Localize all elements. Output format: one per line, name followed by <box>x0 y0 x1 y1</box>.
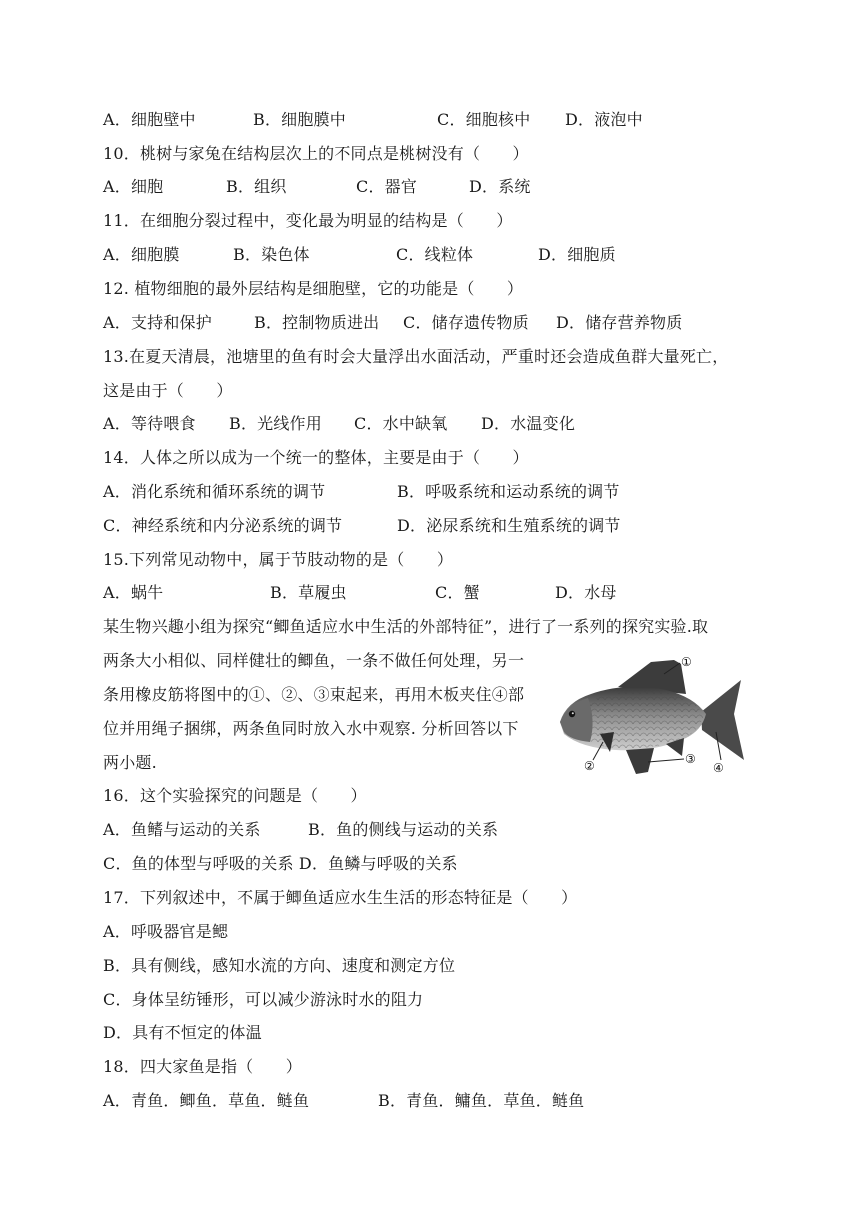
option-q9-1: B．细胞膜中 <box>253 110 346 129</box>
label-2: ② <box>584 759 595 773</box>
fish-eye <box>569 711 575 717</box>
option-q10o-3: D．系统 <box>469 177 531 196</box>
option-q13o-2: C．水中缺氧 <box>354 414 448 433</box>
option-q9-3: D．液泡中 <box>565 110 643 129</box>
option-q12o-2: C．储存遗传物质 <box>403 313 529 332</box>
text-q17d: D．具有不恒定的体温 <box>103 1023 262 1042</box>
line-q18 <box>103 1052 302 1082</box>
line-q10 <box>103 139 529 169</box>
option-q16o1-0: A．鱼鳍与运动的关系 <box>103 820 261 839</box>
text-q17c: C．身体呈纺锤形，可以减少游泳时水的阻力 <box>103 990 424 1009</box>
text-p2: 两条大小相似、同样健壮的鲫鱼，一条不做任何处理，另一 <box>103 651 525 670</box>
option-q15o-0: A．蜗牛 <box>103 583 164 602</box>
option-q18o-1: B．青鱼．鳙鱼．草鱼．鲢鱼 <box>378 1091 585 1110</box>
option-q15o-2: C．蟹 <box>435 583 480 602</box>
option-q12o-1: B．控制物质进出 <box>254 313 380 332</box>
fish-head <box>560 698 593 742</box>
text-p1: 某生物兴趣小组为探究“鲫鱼适应水中生活的外部特征”，进行了一系列的探究实验.取 <box>103 617 709 636</box>
text-q10: 10．桃树与家兔在结构层次上的不同点是桃树没有（ ） <box>103 144 529 163</box>
line-p2 <box>103 646 524 676</box>
line-q16 <box>103 781 367 811</box>
option-q16o1-1: B．鱼的侧线与运动的关系 <box>308 820 499 839</box>
line-q17d <box>103 1018 262 1048</box>
text-q13a: 13.在夏天清晨，池塘里的鱼有时会大量浮出水面活动，严重时还会造成鱼群大量死亡， <box>103 347 729 366</box>
option-q14o2-1: D．泌尿系统和生殖系统的调节 <box>397 516 621 535</box>
carp-figure <box>556 652 746 777</box>
text-q17b: B．具有侧线，感知水流的方向、速度和测定方位 <box>103 956 456 975</box>
option-q13o-1: B．光线作用 <box>229 414 322 433</box>
tail-fin <box>701 680 744 760</box>
label-3: ③ <box>685 752 696 766</box>
line-q13a <box>103 342 728 372</box>
line-p3 <box>103 680 524 710</box>
text-p4: 位并用绳子捆绑，两条鱼同时放入水中观察. 分析回答以下 <box>103 719 519 738</box>
text-p5: 两小题. <box>103 753 157 772</box>
text-p3: 条用橡皮筋将图中的①、②、③束起来，再用木板夹住④部 <box>103 685 525 704</box>
line-q14 <box>103 443 529 473</box>
line-q11 <box>103 206 513 236</box>
option-q10o-0: A．细胞 <box>103 177 164 196</box>
text-q13b: 这是由于（ ） <box>103 381 233 400</box>
line-q12 <box>103 274 523 304</box>
text-q12: 12. 植物细胞的最外层结构是细胞壁，它的功能是（ ） <box>103 279 524 298</box>
option-q15o-3: D．水母 <box>555 583 617 602</box>
text-q17: 17．下列叙述中，不属于鲫鱼适应水生生活的形态特征是（ ） <box>103 888 578 907</box>
option-q13o-0: A．等待喂食 <box>103 414 196 433</box>
option-q13o-3: D．水温变化 <box>481 414 576 433</box>
anal-fin <box>626 748 654 774</box>
text-q11: 11．在细胞分裂过程中，变化最为明显的结构是（ ） <box>103 211 513 230</box>
option-q12o-3: D．储存营养物质 <box>556 313 683 332</box>
option-q9-0: A．细胞壁中 <box>103 110 196 129</box>
line-q13b <box>103 376 233 406</box>
line-q17b <box>103 951 455 981</box>
option-q16o2-0: C．鱼的体型与呼吸的关系 D．鱼鳞与呼吸的关系 <box>103 854 458 873</box>
label-4: ④ <box>713 761 724 775</box>
option-q11o-1: B．染色体 <box>233 245 310 264</box>
option-q10o-1: B．组织 <box>226 177 287 196</box>
option-q11o-0: A．细胞膜 <box>103 245 180 264</box>
label-1: ① <box>681 655 692 669</box>
option-q14o1-1: B．呼吸系统和运动系统的调节 <box>397 482 620 501</box>
option-q12o-0: A．支持和保护 <box>103 313 212 332</box>
text-q17a: A．呼吸器官是鳃 <box>103 922 229 941</box>
text-q15: 15.下列常见动物中，属于节肢动物的是（ ） <box>103 550 454 569</box>
option-q10o-2: C．器官 <box>356 177 418 196</box>
line-q17a <box>103 917 228 947</box>
option-q11o-2: C．线粒体 <box>396 245 474 264</box>
line-p5 <box>103 748 157 778</box>
text-q18: 18．四大家鱼是指（ ） <box>103 1057 302 1076</box>
text-q14: 14．人体之所以成为一个统一的整体，主要是由于（ ） <box>103 448 529 467</box>
option-q14o2-0: C．神经系统和内分泌系统的调节 <box>103 516 343 535</box>
line-p1 <box>103 612 708 642</box>
option-q14o1-0: A．消化系统和循环系统的调节 <box>103 482 326 501</box>
line-q17c <box>103 985 423 1015</box>
option-q9-2: C．细胞核中 <box>437 110 531 129</box>
text-q16: 16．这个实验探究的问题是（ ） <box>103 786 367 805</box>
line-p4 <box>103 714 519 744</box>
line-q17 <box>103 883 577 913</box>
option-q11o-3: D．细胞质 <box>538 245 616 264</box>
option-q15o-1: B．草履虫 <box>270 583 347 602</box>
line-q15 <box>103 545 453 575</box>
option-q18o-0: A．青鱼．鲫鱼．草鱼．鲢鱼 <box>103 1091 310 1110</box>
